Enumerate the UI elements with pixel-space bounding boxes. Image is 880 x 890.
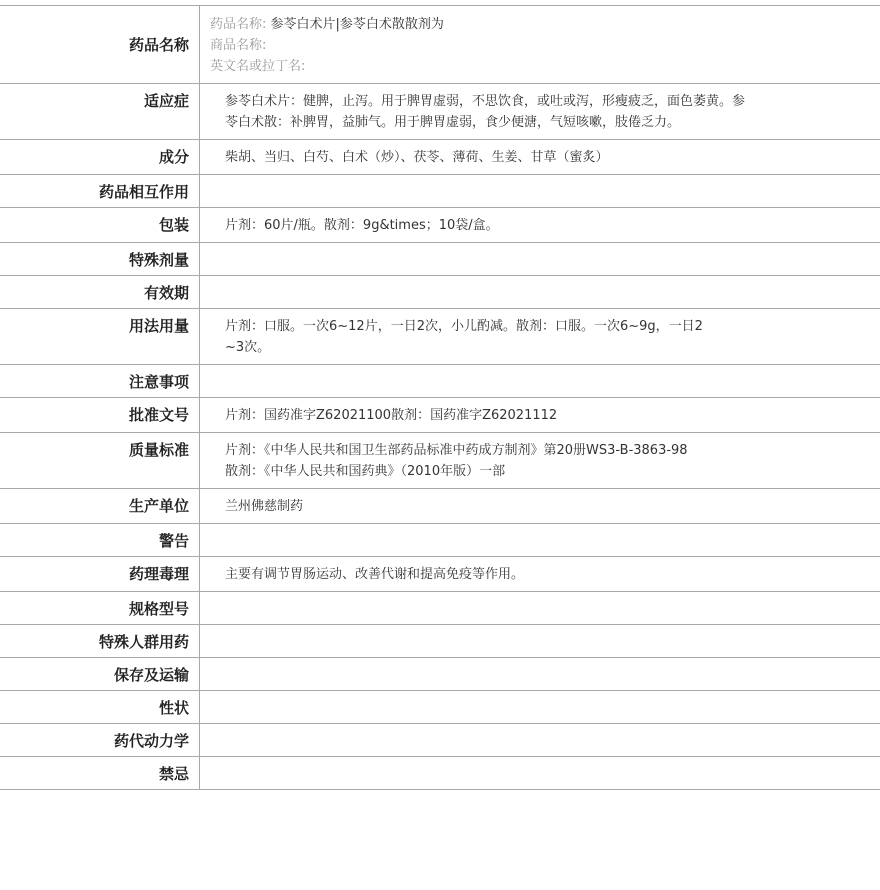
english-name-line	[210, 56, 880, 77]
row-ingredients	[0, 140, 880, 175]
row-label: 批准文号	[0, 398, 200, 432]
row-label: 适应症	[0, 84, 200, 139]
row-label: 保存及运输	[0, 658, 200, 690]
row-label: 注意事项	[0, 365, 200, 397]
row-value	[200, 592, 880, 624]
row-value	[200, 757, 880, 789]
row-special-population	[0, 625, 880, 658]
drug-info-table	[0, 5, 880, 790]
row-label: 药品名称	[0, 6, 200, 83]
row-value	[200, 84, 880, 139]
row-precautions	[0, 365, 880, 398]
row-manufacturer	[0, 489, 880, 524]
row-value	[200, 243, 880, 275]
name-block	[200, 6, 880, 83]
value-line: ~3次。	[225, 340, 271, 355]
row-value	[200, 175, 880, 207]
row-properties	[0, 691, 880, 724]
row-value: 柴胡、当归、白芍、白术（炒）、茯苓、薄荷、生姜、甘草（蜜炙）	[225, 150, 609, 165]
row-usage	[0, 309, 880, 365]
row-label: 禁忌	[0, 757, 200, 789]
english-name-key: 英文名或拉丁名:	[210, 59, 306, 74]
row-label: 药理毒理	[0, 557, 200, 591]
row-label: 药代动力学	[0, 724, 200, 756]
row-value	[200, 691, 880, 723]
row-warning	[0, 524, 880, 557]
row-approval	[0, 398, 880, 433]
row-value: 主要有调节胃肠运动、改善代谢和提高免疫等作用。	[225, 567, 525, 582]
value-line: 片剂：口服。一次6~12片，一日2次，小儿酌减。散剂：口服。一次6~9g，一日2	[225, 319, 703, 334]
row-label: 质量标准	[0, 433, 200, 488]
row-contraindications	[0, 757, 880, 790]
row-label: 成分	[0, 140, 200, 174]
row-pharmacokinetics	[0, 724, 880, 757]
row-specification	[0, 592, 880, 625]
drug-name-key: 药品名称:	[210, 17, 267, 32]
row-value	[200, 658, 880, 690]
row-label: 特殊剂量	[0, 243, 200, 275]
row-indication	[0, 84, 880, 140]
row-label: 用法用量	[0, 309, 200, 364]
row-label: 包装	[0, 208, 200, 242]
row-special-dosage	[0, 243, 880, 276]
row-value	[200, 433, 880, 488]
value-line: 参苓白术片：健脾，止泻。用于脾胃虚弱，不思饮食，或吐或泻，形瘦疲乏，面色萎黄。参	[225, 94, 746, 109]
row-pharmacology	[0, 557, 880, 592]
row-label: 有效期	[0, 276, 200, 308]
trade-name-key: 商品名称:	[210, 38, 267, 53]
value-line: 苓白术散：补脾胃，益肺气。用于脾胃虚弱，食少便溏，气短咳嗽，肢倦乏力。	[225, 115, 681, 130]
row-drug-name	[0, 6, 880, 84]
row-quality	[0, 433, 880, 489]
row-label: 性状	[0, 691, 200, 723]
row-label: 规格型号	[0, 592, 200, 624]
drug-name-line	[210, 14, 880, 35]
row-value	[200, 276, 880, 308]
row-package	[0, 208, 880, 243]
row-label: 特殊人群用药	[0, 625, 200, 657]
row-validity	[0, 276, 880, 309]
row-label: 生产单位	[0, 489, 200, 523]
row-value: 片剂：60片/瓶。散剂：9g&times；10袋/盒。	[225, 218, 499, 233]
drug-name-value: 参苓白术片|参苓白术散散剂为	[270, 17, 444, 32]
row-value	[200, 365, 880, 397]
row-value	[200, 309, 880, 364]
row-value	[200, 524, 880, 556]
row-label: 药品相互作用	[0, 175, 200, 207]
value-line: 散剂：《中华人民共和国药典》（2010年版）一部	[225, 464, 506, 479]
row-value: 兰州佛慈制药	[225, 499, 304, 514]
row-value	[200, 625, 880, 657]
row-value: 片剂：国药准字Z62021100散剂：国药准字Z62021112	[225, 408, 558, 423]
row-value	[200, 724, 880, 756]
row-label: 警告	[0, 524, 200, 556]
trade-name-line	[210, 35, 880, 56]
value-line: 片剂：《中华人民共和国卫生部药品标准中药成方制剂》第20册WS3-B-3863-98	[225, 443, 688, 458]
row-interactions	[0, 175, 880, 208]
row-storage	[0, 658, 880, 691]
